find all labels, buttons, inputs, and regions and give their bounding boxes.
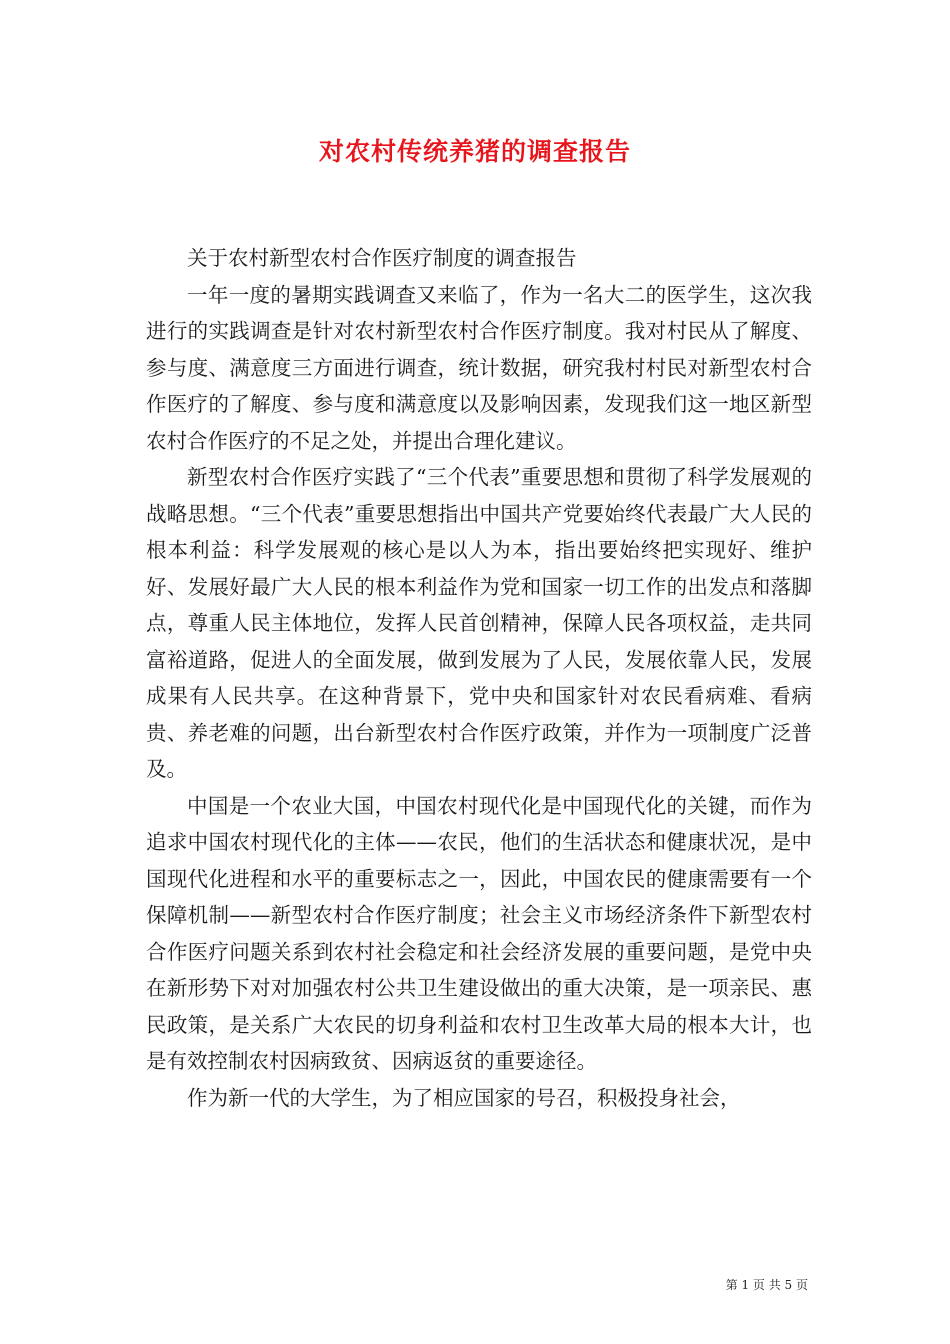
page-number-footer: 第 1 页 共 5 页 [725, 1278, 808, 1292]
document-body [146, 240, 812, 1116]
paragraph: 中国是一个农业大国，中国农村现代化是中国现代化的关键，而作为追求中国农村现代化的主体——农民，他们的生活状态和健康状况，是中国现代化进程和水平的重要标志之一，因此，中国农民的健康需要有一个保障机制——新型农村合作医疗制度；社会主义市场经济条件下新型农村合作医疗问题关系到农村社会稳定和社会经济发展的重要问题，是党中央在新形势下对对加强农村公共卫生建设做出的重大决策，是一项亲民、惠民政策，是关系广大农民的切身利益和农村卫生改革大局的根本大计，也是有效控制农村因病致贫、因病返贫的重要途径。 [146, 793, 812, 1073]
document-title: 对农村传统养猪的调查报告 [318, 137, 631, 166]
paragraph: 新型农村合作医疗实践了“三个代表”重要思想和贯彻了科学发展观的战略思想。“三个代表”重要思想指出中国共产党要始终代表最广大人民的根本利益：科学发展观的核心是以人为本，指出要始终把实现好、维护好、发展好最广大人民的根本利益作为党和国家一切工作的出发点和落脚点，尊重人民主体地位，发挥人民首创精神，保障人民各项权益，走共同富裕道路，促进人的全面发展，做到发展为了人民，发展依靠人民，发展成果有人民共享。在这种背景下，党中央和国家针对农民看病难、看病贵、养老难的问题，出台新型农村合作医疗政策，并作为一项制度广泛普及。 [146, 465, 812, 781]
paragraph: 作为新一代的大学生，为了相应国家的号召，积极投身社会， [187, 1085, 741, 1110]
paragraph-subtitle: 关于农村新型农村合作医疗制度的调查报告 [187, 246, 577, 270]
paragraph: 一年一度的暑期实践调查又来临了，作为一名大二的医学生，这次我进行的实践调查是针对农村新型农村合作医疗制度。我对村民从了解度、参与度、满意度三方面进行调查，统计数据，研究我村村民对新型农村合作医疗的了解度、参与度和满意度以及影响因素，发现我们这一地区新型农村合作医疗的不足之处，并提出合理化建议。 [146, 282, 812, 453]
